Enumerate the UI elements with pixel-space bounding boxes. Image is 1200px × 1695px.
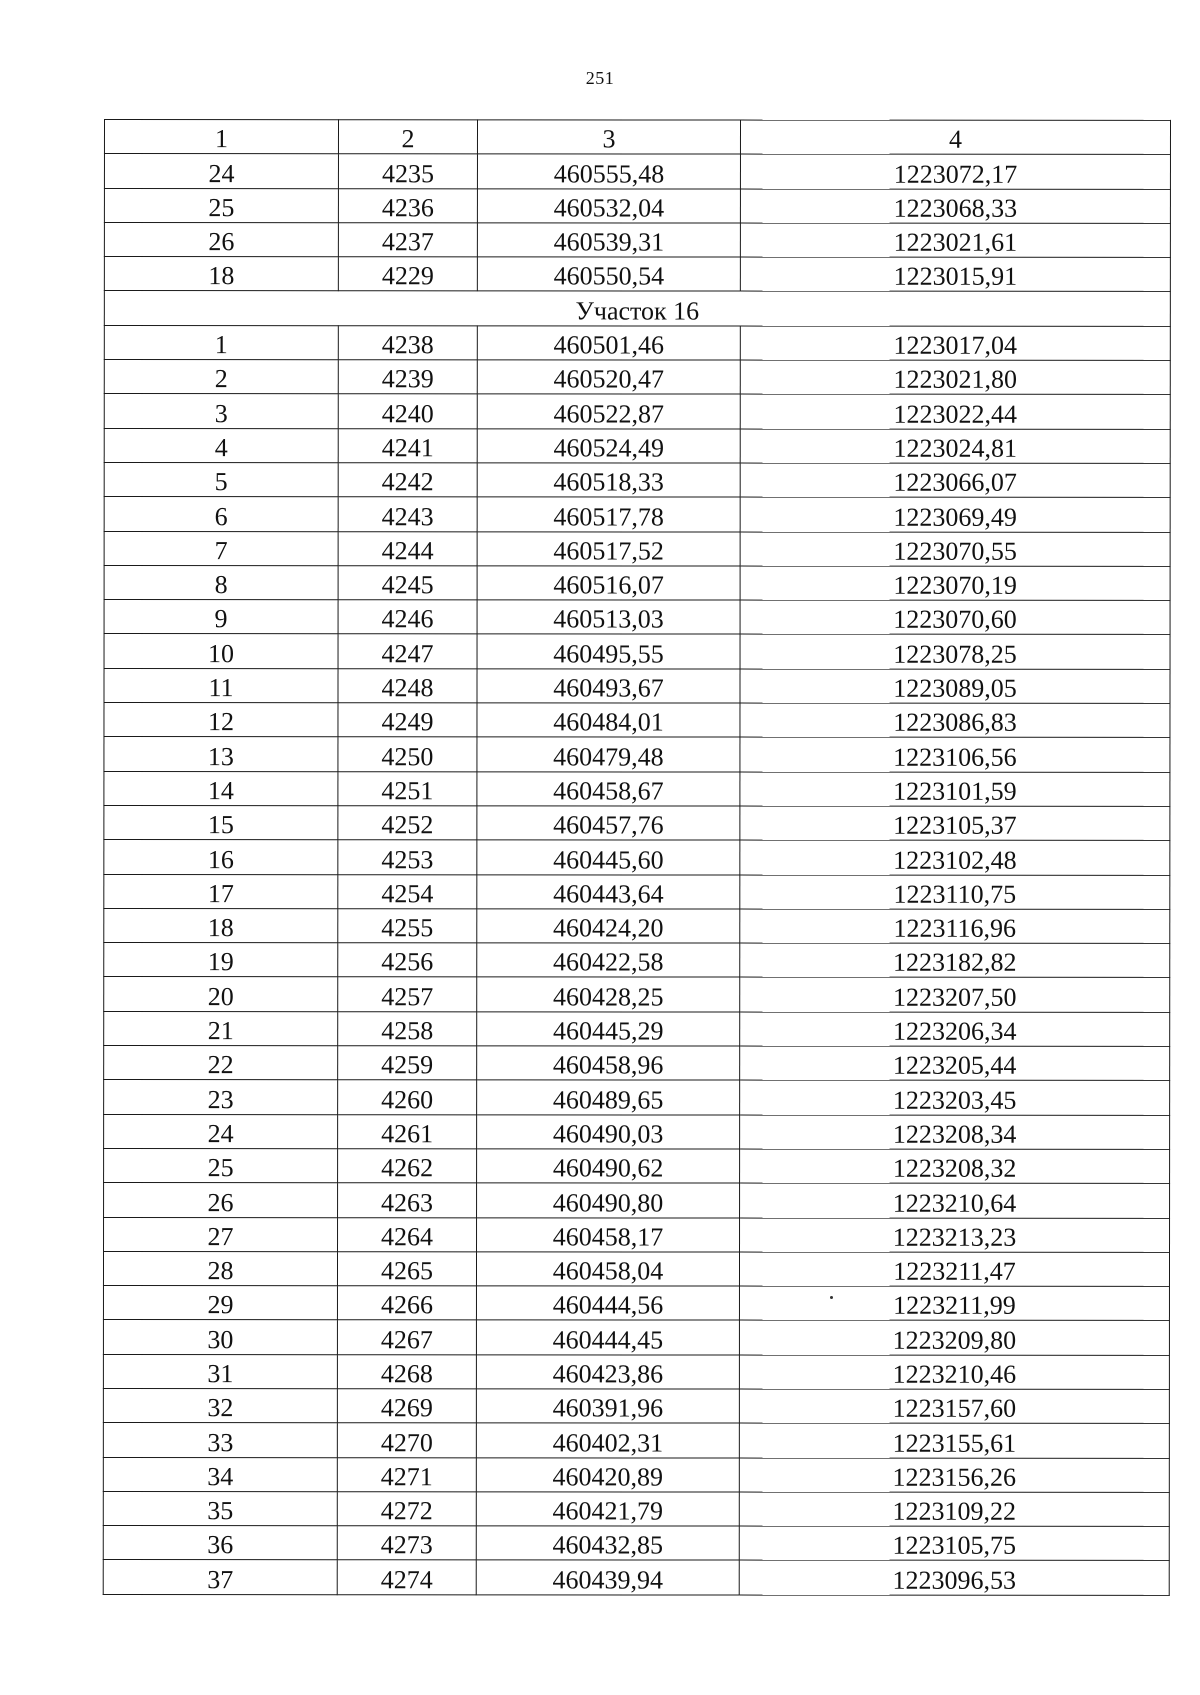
coordinate-x-cell: 460490,62 (477, 1149, 740, 1184)
coordinate-y-cell: 1223086,83 (740, 703, 1170, 738)
table-body (103, 120, 1170, 1596)
coordinate-x-cell: 460458,67 (477, 771, 740, 806)
point-number-cell: 3 (104, 394, 338, 429)
point-id-cell: 4243 (338, 497, 477, 531)
table-row (103, 1457, 1169, 1492)
coordinate-y-cell: 1223069,49 (740, 497, 1170, 532)
table-row (104, 1148, 1170, 1183)
point-number-cell: 37 (103, 1560, 337, 1595)
table-row (104, 1183, 1170, 1218)
table-row (104, 1046, 1170, 1081)
point-number-cell: 31 (103, 1354, 337, 1389)
table-row (103, 1286, 1169, 1321)
point-number-cell: 25 (104, 1148, 338, 1183)
table-row (104, 943, 1170, 978)
point-number-cell: 18 (104, 908, 338, 943)
coordinate-y-cell: 1223089,05 (740, 669, 1170, 704)
point-id-cell: 4262 (338, 1149, 477, 1183)
table-row (104, 1114, 1170, 1149)
coordinate-y-cell: 1223203,45 (740, 1080, 1170, 1115)
point-id-cell: 4247 (338, 634, 477, 668)
point-number-cell: 25 (104, 188, 338, 223)
point-id-cell: 4260 (338, 1080, 477, 1114)
coordinate-x-cell: 460422,58 (477, 943, 740, 978)
point-id-cell: 4240 (338, 394, 477, 428)
point-number-cell: 8 (104, 565, 338, 600)
table-row (104, 497, 1170, 532)
coordinate-x-cell: 460391,96 (476, 1389, 739, 1424)
table-row (103, 1251, 1169, 1286)
point-id-cell: 4271 (337, 1457, 476, 1491)
coordinate-x-cell: 460493,67 (477, 669, 740, 704)
table-row (104, 565, 1170, 600)
point-id-cell: 4258 (338, 1011, 477, 1045)
coordinate-x-cell: 460445,29 (477, 1012, 740, 1047)
point-id-cell: 4273 (337, 1526, 476, 1560)
point-number-cell: 1 (104, 120, 338, 155)
table-row (103, 1491, 1169, 1526)
point-id-cell: 4270 (337, 1423, 476, 1457)
point-number-cell: 22 (104, 1046, 338, 1081)
coordinate-y-cell: 1223210,64 (740, 1183, 1170, 1218)
point-id-cell: 4241 (338, 428, 477, 462)
coordinate-y-cell: 1223078,25 (740, 635, 1170, 670)
point-id-cell: 4256 (338, 943, 477, 977)
coordinate-y-cell: 1223070,60 (740, 600, 1170, 635)
point-number-cell: 30 (103, 1320, 337, 1355)
table-row (103, 1423, 1169, 1458)
coordinate-y-cell: 1223105,75 (739, 1526, 1169, 1561)
table-row (104, 634, 1170, 669)
point-id-cell: 4274 (337, 1560, 476, 1594)
point-number-cell: 23 (104, 1080, 338, 1115)
coordinate-y-cell: 1223208,32 (740, 1149, 1170, 1184)
coordinate-x-cell: 460495,55 (477, 634, 740, 669)
table-row (103, 1388, 1169, 1423)
table-row (103, 1354, 1169, 1389)
point-id-cell: 4235 (338, 154, 477, 188)
point-number-cell: 13 (104, 737, 338, 772)
table-row (104, 668, 1170, 703)
coordinate-y-cell: 1223022,44 (740, 394, 1170, 429)
coordinate-y-cell: 1223015,91 (740, 257, 1170, 292)
point-id-cell: 4246 (338, 600, 477, 634)
point-id-cell: 4268 (337, 1354, 476, 1388)
point-number-cell: 2 (104, 360, 338, 395)
point-number-cell: 36 (103, 1526, 337, 1561)
section-row (104, 291, 1170, 326)
table-row (104, 154, 1170, 189)
page-number: 251 (585, 68, 615, 88)
coordinate-y-cell: 1223109,22 (739, 1492, 1169, 1527)
coordinate-x-cell: 460423,86 (476, 1355, 739, 1390)
table-row (104, 531, 1170, 566)
coordinate-x-cell: 460516,07 (477, 566, 740, 601)
table-row (104, 1217, 1170, 1252)
coordinate-y-cell: 1223072,17 (740, 154, 1170, 189)
coordinate-x-cell: 460524,49 (477, 428, 740, 463)
point-number-cell: 16 (104, 840, 338, 875)
table-row (104, 600, 1170, 635)
coordinate-y-cell: 1223102,48 (740, 840, 1170, 875)
coordinate-x-cell: 460443,64 (477, 874, 740, 909)
point-id-cell: 4248 (338, 668, 477, 702)
point-id-cell: 4254 (338, 874, 477, 908)
point-number-cell: 35 (103, 1491, 337, 1526)
coordinate-x-cell: 460479,48 (477, 737, 740, 772)
point-id-cell: 4267 (337, 1320, 476, 1354)
point-id-cell: 4265 (337, 1252, 476, 1286)
scan-speck (830, 1296, 833, 1299)
table-row (104, 325, 1170, 360)
table-row (103, 1560, 1169, 1595)
table-row (104, 874, 1170, 909)
section-title: Участок 16 (104, 291, 1170, 326)
coordinate-x-cell: 460420,89 (476, 1457, 739, 1492)
coordinate-x-cell: 460402,31 (476, 1423, 739, 1458)
point-number-cell: 15 (104, 805, 338, 840)
point-number-cell: 24 (104, 154, 338, 189)
table-row (104, 840, 1170, 875)
point-number-cell: 11 (104, 668, 338, 703)
coordinate-y-cell: 1223096,53 (739, 1561, 1169, 1596)
point-id-cell: 4251 (338, 771, 477, 805)
coordinate-y-cell: 1223068,33 (740, 189, 1170, 224)
coordinate-y-cell: 4 (740, 120, 1170, 155)
coordinate-y-cell: 1223207,50 (740, 977, 1170, 1012)
point-number-cell: 24 (104, 1114, 338, 1149)
coordinate-x-cell: 460458,04 (476, 1252, 739, 1287)
table-row (104, 771, 1170, 806)
coordinate-x-cell: 460555,48 (477, 154, 740, 189)
coordinate-y-cell: 1223211,47 (739, 1252, 1169, 1287)
coordinate-x-cell: 460424,20 (477, 909, 740, 944)
point-id-cell: 4250 (338, 737, 477, 771)
coordinate-y-cell: 1223021,61 (740, 223, 1170, 258)
coordinate-x-cell: 460517,78 (477, 497, 740, 532)
coordinate-x-cell: 460490,80 (477, 1183, 740, 1218)
table-row (104, 1011, 1170, 1046)
point-number-cell: 12 (104, 703, 338, 738)
point-number-cell: 19 (104, 943, 338, 978)
coordinate-y-cell: 1223017,04 (740, 326, 1170, 361)
coordinate-x-cell: 460520,47 (477, 360, 740, 395)
point-number-cell: 26 (104, 222, 338, 257)
coordinate-x-cell: 460444,56 (476, 1286, 739, 1321)
point-id-cell: 4266 (337, 1286, 476, 1320)
coordinate-y-cell: 1223024,81 (740, 429, 1170, 464)
coordinate-x-cell: 460445,60 (477, 840, 740, 875)
point-id-cell: 4237 (338, 223, 477, 257)
table-row (104, 805, 1170, 840)
coordinate-y-cell: 1223105,37 (740, 806, 1170, 841)
table-row (104, 703, 1170, 738)
coordinate-y-cell: 1223211,99 (739, 1286, 1169, 1321)
coordinate-y-cell: 1223155,61 (739, 1423, 1169, 1458)
table-row (104, 737, 1170, 772)
point-number-cell: 20 (104, 977, 338, 1012)
point-id-cell: 4255 (338, 909, 477, 943)
coordinate-x-cell: 460539,31 (477, 223, 740, 258)
coordinate-x-cell: 460444,45 (476, 1320, 739, 1355)
table-row (103, 1526, 1169, 1561)
point-id-cell: 4239 (338, 360, 477, 394)
table-row (104, 257, 1170, 292)
point-id-cell: 4249 (338, 703, 477, 737)
coordinate-y-cell: 1223156,26 (739, 1458, 1169, 1493)
table-row (104, 428, 1170, 463)
coordinate-x-cell: 460522,87 (477, 394, 740, 429)
coordinate-x-cell: 460532,04 (477, 188, 740, 223)
coordinate-y-cell: 1223116,96 (740, 909, 1170, 944)
coordinate-x-cell: 460439,94 (476, 1560, 739, 1595)
point-number-cell: 4 (104, 428, 338, 463)
point-number-cell: 29 (103, 1286, 337, 1321)
point-id-cell: 4263 (338, 1183, 477, 1217)
coordinate-y-cell: 1223021,80 (740, 360, 1170, 395)
coordinates-table (103, 119, 1171, 1596)
point-id-cell: 4238 (338, 325, 477, 359)
point-id-cell: 4261 (338, 1114, 477, 1148)
point-number-cell: 7 (104, 531, 338, 566)
coordinate-y-cell: 1223110,75 (740, 875, 1170, 910)
table-row (104, 908, 1170, 943)
coordinate-y-cell: 1223213,23 (740, 1218, 1170, 1253)
coordinate-y-cell: 1223157,60 (739, 1389, 1169, 1424)
table-row (104, 360, 1170, 395)
point-number-cell: 18 (104, 257, 338, 292)
table-row (104, 977, 1170, 1012)
coordinate-y-cell: 1223070,19 (740, 566, 1170, 601)
point-number-cell: 33 (103, 1423, 337, 1458)
coordinate-x-cell: 460458,96 (477, 1046, 740, 1081)
table-row (104, 1080, 1170, 1115)
point-number-cell: 6 (104, 497, 338, 532)
coordinate-x-cell: 460550,54 (477, 257, 740, 292)
point-id-cell: 4269 (337, 1389, 476, 1423)
coordinate-y-cell: 1223210,46 (739, 1355, 1169, 1390)
point-id-cell: 4272 (337, 1492, 476, 1526)
point-number-cell: 17 (104, 874, 338, 909)
point-number-cell: 21 (104, 1011, 338, 1046)
table-row (104, 462, 1170, 497)
coordinate-y-cell: 1223206,34 (740, 1012, 1170, 1047)
point-number-cell: 9 (104, 600, 338, 635)
point-number-cell: 32 (103, 1388, 337, 1423)
point-number-cell: 27 (104, 1217, 338, 1252)
coordinate-x-cell: 460421,79 (476, 1492, 739, 1527)
table-row (104, 222, 1170, 257)
point-id-cell: 4242 (338, 463, 477, 497)
point-id-cell: 4264 (338, 1217, 477, 1251)
coordinate-y-cell: 1223208,34 (740, 1115, 1170, 1150)
coordinate-y-cell: 1223070,55 (740, 532, 1170, 567)
point-id-cell: 4252 (338, 806, 477, 840)
coordinate-x-cell: 460428,25 (477, 977, 740, 1012)
coordinate-y-cell: 1223066,07 (740, 463, 1170, 498)
coordinate-x-cell: 460458,17 (477, 1217, 740, 1252)
point-number-cell: 14 (104, 771, 338, 806)
coordinate-x-cell: 460484,01 (477, 703, 740, 738)
point-number-cell: 34 (103, 1457, 337, 1492)
point-number-cell: 5 (104, 462, 338, 497)
point-id-cell: 4257 (338, 977, 477, 1011)
coordinate-y-cell: 1223101,59 (740, 772, 1170, 807)
point-number-cell: 1 (104, 325, 338, 360)
coordinate-x-cell: 460518,33 (477, 463, 740, 498)
coordinate-x-cell: 460490,03 (477, 1114, 740, 1149)
coordinate-y-cell: 1223106,56 (740, 737, 1170, 772)
point-id-cell: 4229 (338, 257, 477, 291)
coordinate-x-cell: 460489,65 (477, 1080, 740, 1115)
point-number-cell: 28 (103, 1251, 337, 1286)
coordinate-x-cell: 460457,76 (477, 806, 740, 841)
coordinate-y-cell: 1223209,80 (739, 1320, 1169, 1355)
point-id-cell: 4253 (338, 840, 477, 874)
point-id-cell: 4244 (338, 531, 477, 565)
coordinate-x-cell: 460517,52 (477, 531, 740, 566)
point-id-cell: 4259 (338, 1046, 477, 1080)
coordinate-x-cell: 3 (477, 120, 740, 155)
coordinate-x-cell: 460513,03 (477, 600, 740, 635)
point-number-cell: 26 (104, 1183, 338, 1218)
table-row (104, 394, 1170, 429)
table-header-row (104, 120, 1170, 155)
coordinate-x-cell: 460501,46 (477, 326, 740, 361)
point-id-cell: 4245 (338, 566, 477, 600)
coordinate-y-cell: 1223205,44 (740, 1046, 1170, 1081)
table-row (104, 188, 1170, 223)
point-id-cell: 2 (338, 120, 477, 154)
point-id-cell: 4236 (338, 188, 477, 222)
point-number-cell: 10 (104, 634, 338, 669)
coordinate-y-cell: 1223182,82 (740, 943, 1170, 978)
table-row (103, 1320, 1169, 1355)
coordinate-x-cell: 460432,85 (476, 1526, 739, 1561)
